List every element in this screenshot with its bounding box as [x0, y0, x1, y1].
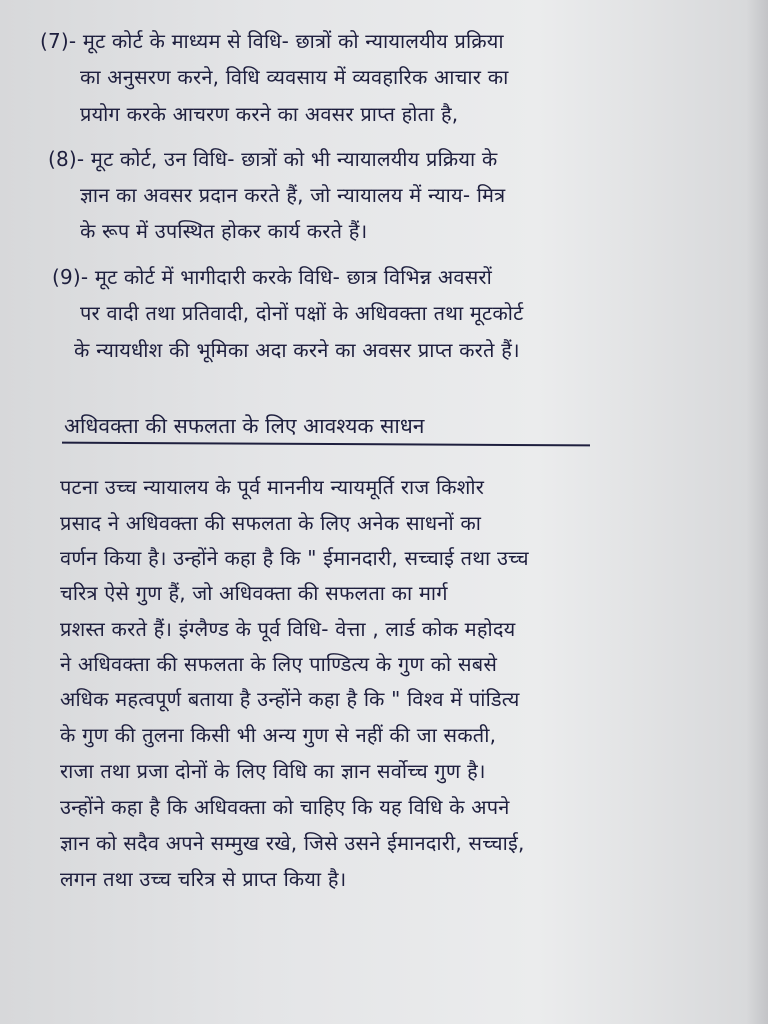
- point-9-line-3: के न्यायधीश की भूमिका अदा करने का अवसर प्राप्त करते हैं।: [74, 338, 520, 362]
- point-8-line-2: ज्ञान का अवसर प्रदान करते हैं, जो न्यायालय में न्याय- मित्र: [80, 183, 506, 207]
- page-edge-shadow: [746, 0, 768, 1024]
- body-line-12: लगन तथा उच्च चरित्र से प्राप्त किया है।: [60, 867, 347, 891]
- body-line-10: उन्होंने कहा है कि अधिवक्ता को चाहिए कि यह विधि के अपने: [60, 795, 510, 819]
- body-line-4: चरित्र ऐसे गुण हैं, जो अधिवक्ता की सफलता का मार्ग: [60, 581, 448, 605]
- body-line-5: प्रशस्त करते हैं। इंग्लैण्ड के पूर्व विधि- वेत्ता , लार्ड कोक महोदय: [60, 617, 516, 641]
- body-line-8: के गुण की तुलना किसी भी अन्य गुण से नहीं की जा सकती,: [60, 723, 497, 747]
- heading-underline: [62, 442, 590, 447]
- body-line-2: प्रसाद ने अधिवक्ता की सफलता के लिए अनेक साधनों का: [60, 511, 482, 535]
- body-line-1: पटना उच्च न्यायालय के पूर्व माननीय न्यायमूर्ति राज किशोर: [60, 475, 485, 499]
- point-7-line-3: प्रयोग करके आचरण करने का अवसर प्राप्त होता है,: [80, 102, 459, 126]
- point-7-line-2: का अनुसरण करने, विधि व्यवसाय में व्यवहारिक आचार का: [80, 65, 509, 89]
- body-line-7: अधिक महत्वपूर्ण बताया है उन्होंने कहा है कि " विश्व में पांडित्य: [60, 687, 520, 711]
- point-9-line-2: पर वादी तथा प्रतिवादी, दोनों पक्षों के अधिवक्ता तथा मूटकोर्ट: [80, 301, 524, 325]
- point-8-line-3: के रूप में उपस्थित होकर कार्य करते हैं।: [80, 219, 368, 243]
- section-heading: अधिवक्ता की सफलता के लिए आवश्यक साधन: [64, 414, 425, 438]
- point-9-line-1: (9)- मूट कोर्ट में भागीदारी करके विधि- छात्र विभिन्न अवसरों: [52, 265, 492, 289]
- body-line-6: ने अधिवक्ता की सफलता के लिए पाण्डित्य के गुण को सबसे: [60, 652, 498, 676]
- point-8-line-1: (8)- मूट कोर्ट, उन विधि- छात्रों को भी न्यायालयीय प्रक्रिया के: [48, 147, 498, 171]
- point-7-line-1: (7)- मूट कोर्ट के माध्यम से विधि- छात्रों को न्यायालयीय प्रक्रिया: [40, 29, 504, 53]
- body-line-11: ज्ञान को सदैव अपने सम्मुख रखे, जिसे उसने ईमानदारी, सच्चाई,: [60, 831, 525, 855]
- body-line-9: राजा तथा प्रजा दोनों के लिए विधि का ज्ञान सर्वोच्च गुण है।: [60, 759, 486, 783]
- body-line-3: वर्णन किया है। उन्होंने कहा है कि " ईमानदारी, सच्चाई तथा उच्च: [60, 546, 529, 570]
